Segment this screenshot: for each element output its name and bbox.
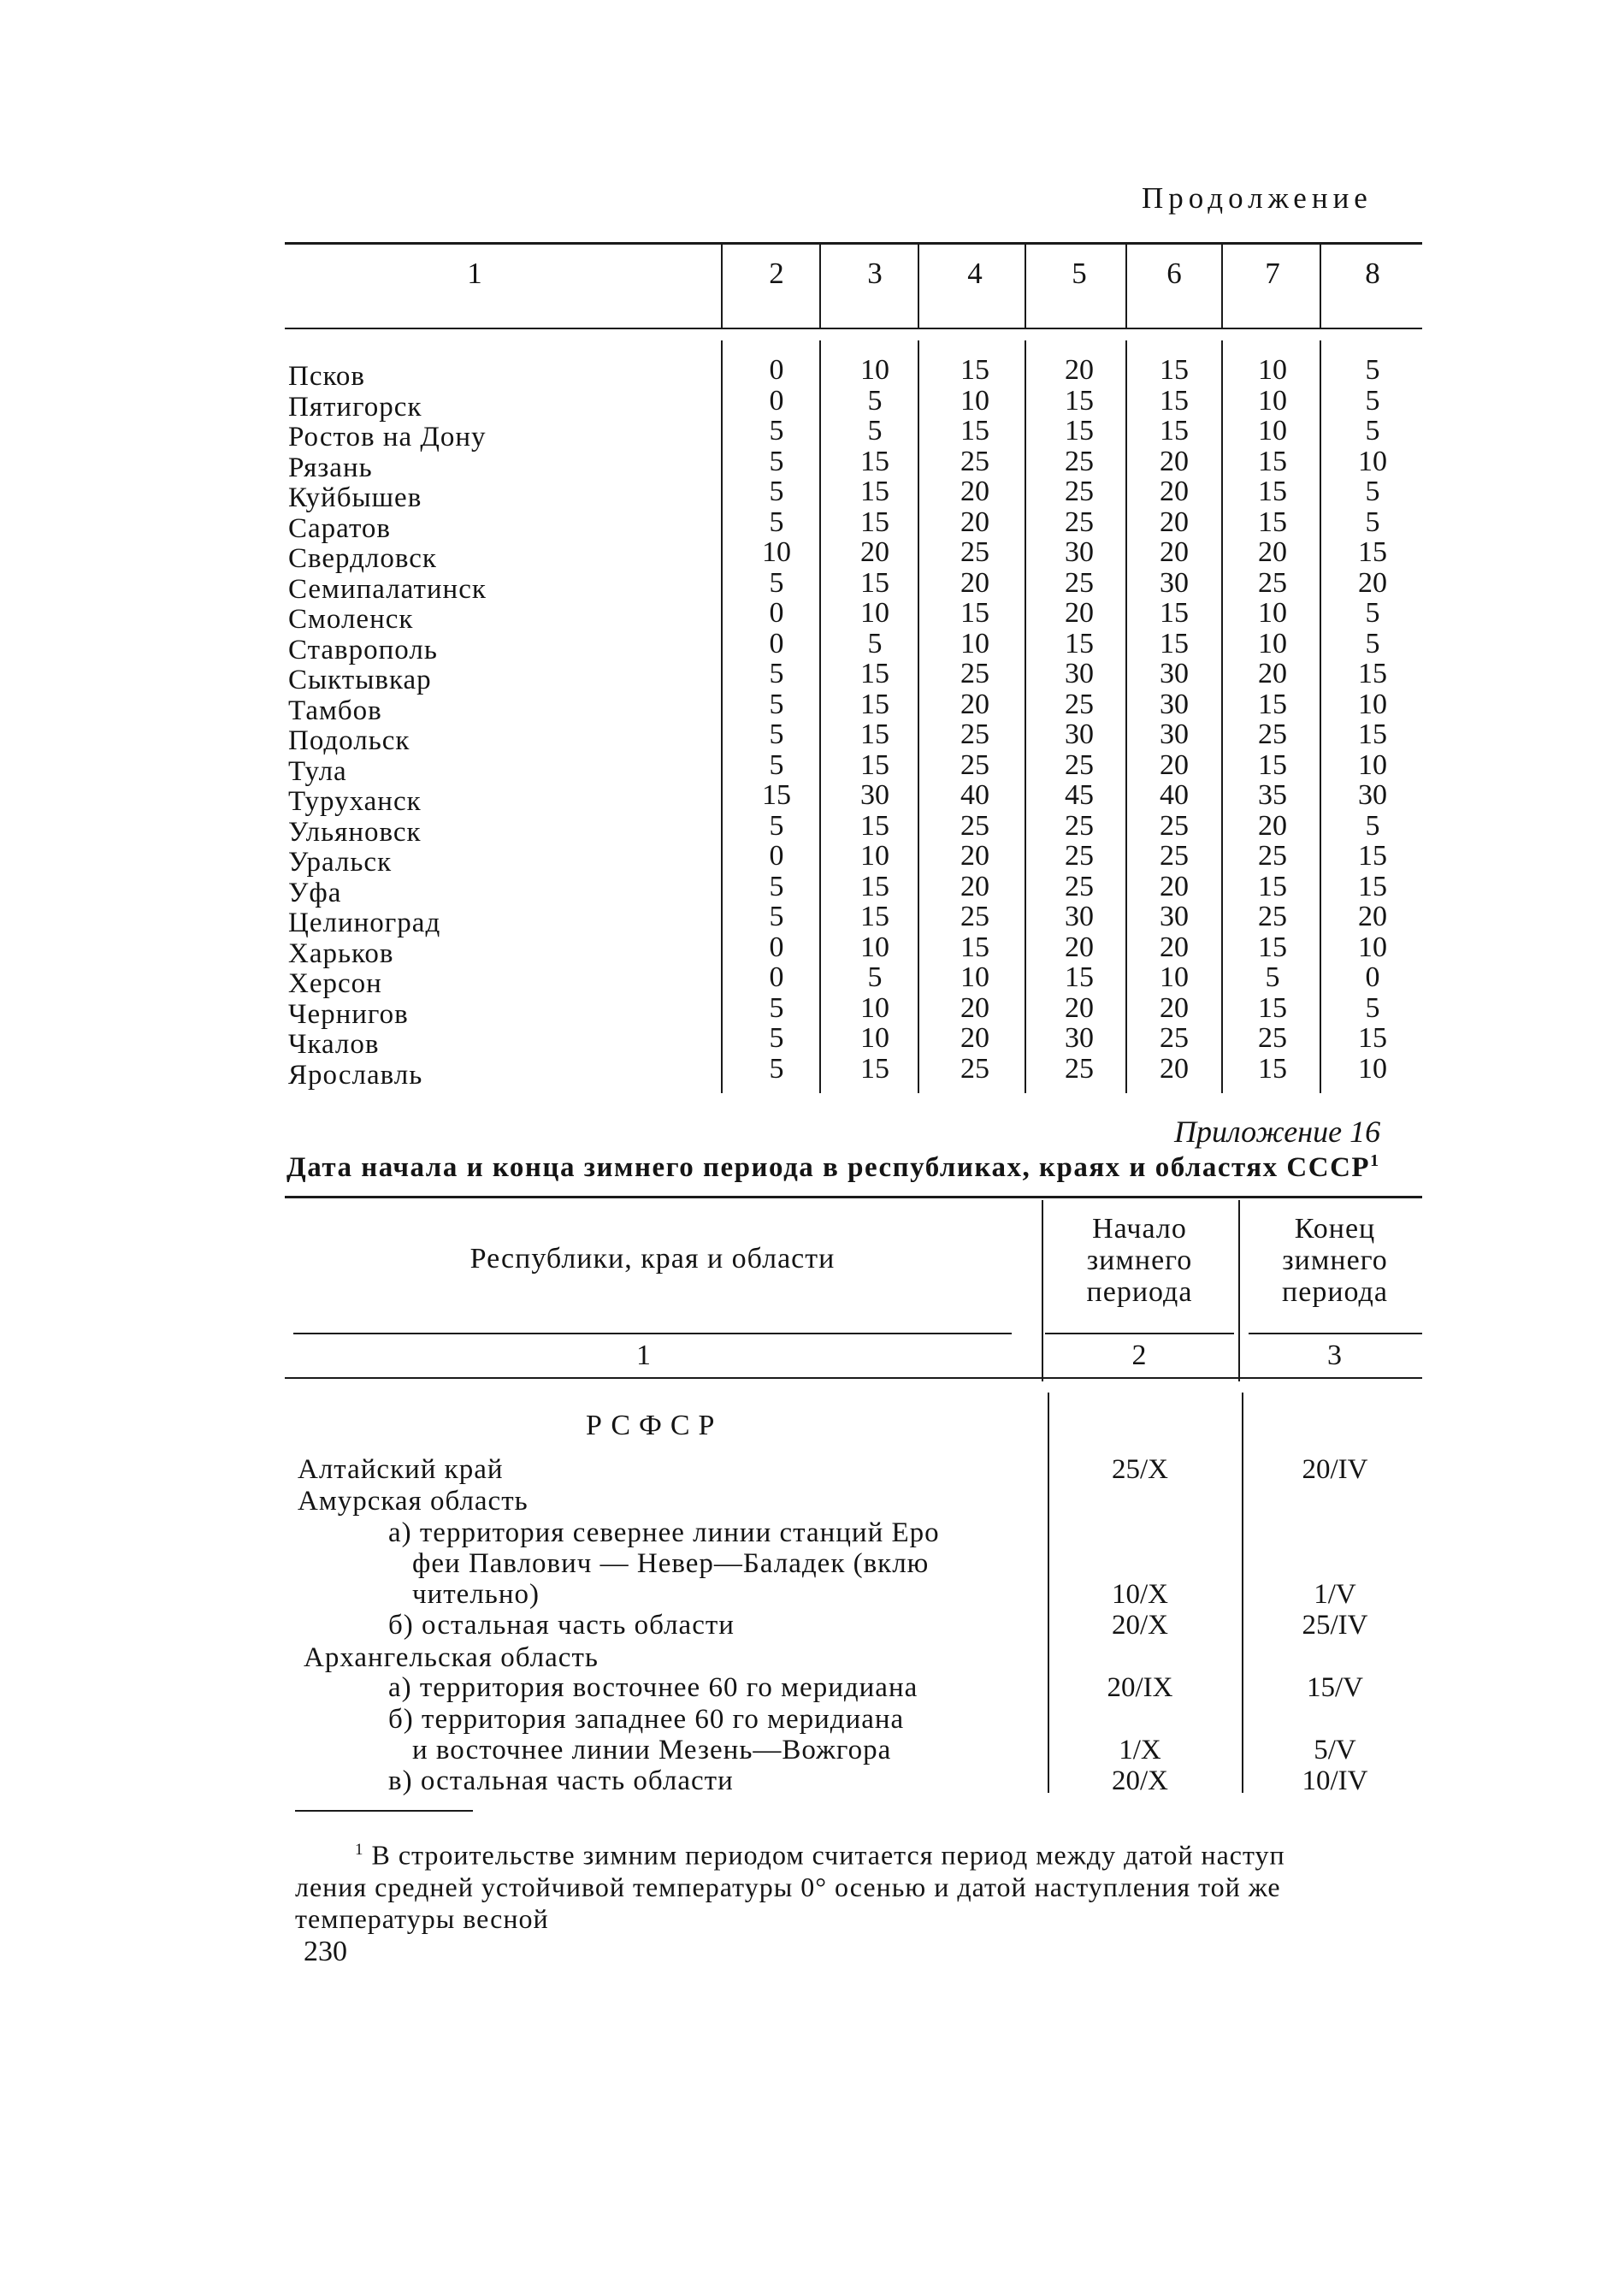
- table1-cell: 20: [960, 476, 989, 507]
- table1-cell: 5: [769, 901, 784, 932]
- table1-cell: 5: [769, 870, 784, 902]
- table1-cell: 25: [1065, 809, 1094, 842]
- table2-header-start: [1045, 1213, 1234, 1308]
- region-line: Архангельская область: [304, 1642, 599, 1673]
- table1-cell: 20: [1065, 597, 1094, 629]
- table1-cell: 15: [1258, 688, 1287, 720]
- city-name: Подольск: [288, 725, 410, 756]
- winter-start-date: 25/X: [1112, 1454, 1168, 1485]
- winter-end-date: 25/IV: [1302, 1610, 1368, 1641]
- table1-cell: 5: [867, 415, 883, 447]
- table1-cell: 10: [1358, 445, 1387, 477]
- table1-header-rule: [285, 328, 1422, 329]
- table1-cell: 15: [1258, 445, 1287, 477]
- table1-cell: 15: [1160, 415, 1189, 447]
- winter-start-date: 20/X: [1112, 1765, 1168, 1796]
- table1-cell: 40: [1160, 779, 1189, 811]
- table1-body-vline: [1125, 340, 1127, 1093]
- table1-top-rule: [285, 242, 1422, 245]
- table1-cell: 15: [1358, 536, 1387, 568]
- table1-cell: 25: [960, 748, 989, 781]
- table1-cell: 20: [1160, 445, 1189, 477]
- table1-cell: 10: [960, 627, 989, 659]
- table1-cell: 15: [1358, 658, 1387, 689]
- table1-cell: 0: [769, 354, 784, 386]
- table1-col-header-5: 5: [1072, 257, 1087, 290]
- table1-cell: 10: [860, 354, 889, 386]
- table1-cell: 30: [1160, 688, 1189, 720]
- table1-cell: 15: [1160, 384, 1189, 417]
- table1-cell: 20: [1258, 658, 1287, 689]
- table2-vline-4: [1242, 1393, 1243, 1793]
- city-name: Ростов на Дону: [288, 422, 487, 452]
- winter-start-date: 10/X: [1112, 1579, 1168, 1610]
- table1-cell: 15: [1258, 506, 1287, 538]
- region-line: а) территория севернее линии станций Еро: [388, 1517, 940, 1548]
- table1-cell: 10: [1258, 627, 1287, 659]
- table1-col-header-3: 3: [867, 257, 883, 290]
- table1-cell: 25: [1065, 748, 1094, 781]
- table1-cell: 25: [960, 809, 989, 842]
- table1-cell: 15: [762, 779, 791, 811]
- header-end-line1: Конец: [1294, 1213, 1376, 1245]
- table1-cell: 15: [1160, 627, 1189, 659]
- table1-cell: 10: [1258, 384, 1287, 417]
- table1-cell: 10: [860, 991, 889, 1024]
- city-name: Харьков: [288, 937, 394, 969]
- winter-end-date: 10/IV: [1302, 1765, 1368, 1796]
- table1-cell: 15: [1258, 748, 1287, 781]
- table1-cell: 30: [1160, 719, 1189, 750]
- table1-cell: 15: [860, 476, 889, 507]
- table1-cell: 15: [960, 415, 989, 447]
- table1-cell: 15: [1358, 1022, 1387, 1054]
- table1-cell: 15: [860, 658, 889, 689]
- table1-cell: 20: [960, 1022, 989, 1054]
- table1-body-vline: [721, 340, 723, 1093]
- city-name: Тула: [288, 755, 347, 787]
- winter-start-date: 20/IX: [1107, 1672, 1173, 1703]
- table1-cell: 10: [960, 961, 989, 993]
- table1-cell: 0: [769, 961, 784, 993]
- region-line: б) территория западнее 60 го меридиана: [388, 1704, 905, 1735]
- table1-cell: 5: [1365, 809, 1380, 842]
- table2-col-number-1: 1: [636, 1340, 652, 1371]
- table1-col-header-8: 8: [1365, 257, 1380, 290]
- table1-cell: 25: [960, 445, 989, 477]
- table1-cell: 15: [960, 597, 989, 629]
- table1-header-vline: [1025, 245, 1026, 328]
- table1-cell: 15: [1160, 354, 1189, 386]
- city-name: Туруханск: [288, 786, 422, 817]
- appendix-label: Приложение 16: [1174, 1115, 1381, 1149]
- table1-cell: 20: [1160, 748, 1189, 781]
- table1-cell: 15: [860, 901, 889, 932]
- table1-cell: 25: [1065, 566, 1094, 599]
- table1-cell: 10: [860, 840, 889, 872]
- table1-cell: 15: [1065, 961, 1094, 993]
- region-line: в) остальная часть области: [388, 1765, 734, 1796]
- table1-cell: 25: [1258, 1022, 1287, 1054]
- table1-cell: 25: [1258, 901, 1287, 932]
- table1-cell: 5: [1265, 961, 1280, 993]
- table1-header-vline: [819, 245, 821, 328]
- footnote-rule: [295, 1810, 473, 1812]
- footnote-text-1: В строительстве зимним периодом считается период между датой наступ: [371, 1839, 1285, 1871]
- winter-end-date: 5/V: [1314, 1735, 1356, 1765]
- table1-cell: 5: [1365, 415, 1380, 447]
- table1-cell: 20: [1160, 991, 1189, 1024]
- table1-cell: 20: [1160, 506, 1189, 538]
- table1-cell: 5: [1365, 597, 1380, 629]
- region-line: Амурская область: [298, 1486, 529, 1517]
- table1-body-vline: [1320, 340, 1321, 1093]
- table1-cell: 15: [1358, 719, 1387, 750]
- table1-cell: 5: [769, 688, 784, 720]
- table1-header-vline: [1320, 245, 1321, 328]
- header-start-line1: Начало: [1092, 1213, 1187, 1245]
- table1-cell: 10: [1258, 597, 1287, 629]
- table1-cell: 0: [769, 384, 784, 417]
- table2-header-rule-b: [1045, 1333, 1234, 1334]
- table1-cell: 5: [867, 627, 883, 659]
- table2-header-rule-a: [293, 1333, 1012, 1334]
- winter-start-date: 20/X: [1112, 1610, 1168, 1641]
- table1-cell: 25: [960, 658, 989, 689]
- table1-cell: 30: [1358, 779, 1387, 811]
- table1-cell: 30: [1065, 536, 1094, 568]
- table1-cell: 15: [860, 566, 889, 599]
- winter-end-date: 20/IV: [1302, 1454, 1368, 1485]
- table1-cell: 10: [1258, 415, 1287, 447]
- table2-vline-2: [1238, 1200, 1240, 1381]
- table1-cell: 5: [769, 658, 784, 689]
- city-name: Чернигов: [288, 998, 409, 1030]
- table1-cell: 15: [960, 931, 989, 963]
- table1-cell: 5: [1365, 354, 1380, 386]
- table1-cell: 0: [769, 931, 784, 963]
- winter-end-date: 1/V: [1314, 1579, 1356, 1610]
- city-name: Ставрополь: [288, 634, 438, 665]
- table1-cell: 5: [1365, 506, 1380, 538]
- table1-cell: 25: [960, 901, 989, 932]
- table1-col-header-7: 7: [1265, 257, 1280, 290]
- table1-cell: 5: [769, 1022, 784, 1054]
- table1-cell: 20: [960, 506, 989, 538]
- table2-top-rule: [285, 1196, 1422, 1198]
- table1-cell: 45: [1065, 779, 1094, 811]
- table1-cell: 15: [1358, 840, 1387, 872]
- table1-cell: 20: [1160, 1052, 1189, 1085]
- table2-header-end: [1245, 1213, 1425, 1308]
- table1-cell: 10: [1358, 1052, 1387, 1085]
- table1-cell: 20: [1160, 476, 1189, 507]
- table1-cell: 15: [1065, 384, 1094, 417]
- table1-cell: 0: [1365, 961, 1380, 993]
- region-line: и восточнее линии Мезень—Вожгора: [412, 1735, 892, 1765]
- table1-cell: 15: [1258, 1052, 1287, 1085]
- table1-col-header-1: 1: [467, 257, 482, 290]
- table1-cell: 20: [1358, 566, 1387, 599]
- footnote-line-3: температуры весной: [295, 1902, 549, 1934]
- table1-cell: 20: [960, 870, 989, 902]
- header-start-line2: зимнего: [1086, 1245, 1193, 1276]
- city-name: Рязань: [288, 452, 373, 483]
- table1-cell: 10: [1358, 748, 1387, 781]
- footnote-line-2: ления средней устойчивой температуры 0° осенью и датой наступления той же: [295, 1871, 1281, 1902]
- table1-cell: 15: [1358, 870, 1387, 902]
- table1-cell: 30: [1065, 658, 1094, 689]
- table1-cell: 25: [1065, 1052, 1094, 1085]
- table1-cell: 5: [769, 748, 784, 781]
- city-name: Свердловск: [288, 543, 437, 574]
- table1-cell: 25: [960, 1052, 989, 1085]
- header-start-line3: периода: [1086, 1276, 1193, 1308]
- city-name: Уфа: [288, 877, 342, 908]
- table1-header-vline: [1125, 245, 1127, 328]
- table1-cell: 20: [860, 536, 889, 568]
- table1-body-vline: [819, 340, 821, 1093]
- table1-cell: 20: [960, 840, 989, 872]
- city-name: Чкалов: [288, 1029, 380, 1060]
- table1-cell: 10: [860, 597, 889, 629]
- table1-cell: 20: [1160, 931, 1189, 963]
- table1-cell: 40: [960, 779, 989, 811]
- table1-cell: 10: [860, 931, 889, 963]
- city-name: Смоленск: [288, 604, 414, 635]
- table1-cell: 15: [1065, 627, 1094, 659]
- table1-cell: 15: [860, 506, 889, 538]
- table1-cell: 10: [1358, 931, 1387, 963]
- table1-cell: 10: [1258, 354, 1287, 386]
- table1-cell: 10: [960, 384, 989, 417]
- table1-cell: 15: [960, 354, 989, 386]
- table1-cell: 20: [960, 688, 989, 720]
- table1-cell: 5: [867, 384, 883, 417]
- city-name: Семипалатинск: [288, 573, 487, 605]
- appendix-caption-text: Дата начала и конца зимнего периода в республиках, краях и областях СССР: [286, 1152, 1371, 1183]
- table1-cell: 20: [1065, 931, 1094, 963]
- table1-cell: 25: [1160, 1022, 1189, 1054]
- table1-cell: 30: [860, 779, 889, 811]
- continuation-label: Продолжение: [1142, 181, 1373, 215]
- table1-cell: 25: [1160, 840, 1189, 872]
- table1-cell: 20: [1160, 536, 1189, 568]
- table1-cell: 5: [1365, 991, 1380, 1024]
- table1-body-vline: [918, 340, 919, 1093]
- city-name: Целиноград: [288, 908, 441, 938]
- table1-cell: 0: [769, 627, 784, 659]
- region-line: а) территория восточнее 60 го меридиана: [388, 1672, 918, 1703]
- table1-cell: 20: [1258, 536, 1287, 568]
- table1-cell: 15: [860, 445, 889, 477]
- table1-header-vline: [721, 245, 723, 328]
- region-line: Алтайский край: [298, 1454, 504, 1485]
- table1-cell: 5: [769, 809, 784, 842]
- table1-cell: 20: [1160, 870, 1189, 902]
- table1-cell: 25: [1065, 445, 1094, 477]
- region-line: б) остальная часть области: [388, 1610, 735, 1641]
- table1-cell: 30: [1065, 1022, 1094, 1054]
- table1-cell: 30: [1160, 901, 1189, 932]
- table1-cell: 20: [1065, 354, 1094, 386]
- city-name: Куйбышев: [288, 482, 422, 513]
- table1-col-header-4: 4: [967, 257, 983, 290]
- table1-cell: 30: [1160, 566, 1189, 599]
- table1-body-vline: [1221, 340, 1223, 1093]
- table1-cell: 15: [860, 719, 889, 750]
- city-name: Уральск: [288, 847, 393, 878]
- table1-cell: 15: [1258, 870, 1287, 902]
- caption-footnote-mark: 1: [1370, 1151, 1380, 1170]
- footnote-mark: 1: [355, 1841, 364, 1859]
- city-name: Сыктывкар: [288, 665, 432, 695]
- table1-cell: 5: [867, 961, 883, 993]
- table2-col-number-2: 2: [1131, 1340, 1148, 1371]
- table2-header-rule-c: [1249, 1333, 1422, 1334]
- table1-cell: 20: [1065, 991, 1094, 1024]
- city-name: Херсон: [288, 968, 382, 999]
- table1-cell: 25: [1258, 719, 1287, 750]
- table1-cell: 5: [1365, 627, 1380, 659]
- table1-cell: 25: [1258, 840, 1287, 872]
- header-end-line3: периода: [1282, 1276, 1388, 1308]
- table2-vline-1: [1042, 1200, 1043, 1381]
- table1-cell: 15: [1065, 415, 1094, 447]
- region-line: феи Павлович — Невер—Баладек (вклю: [412, 1548, 930, 1579]
- table2-header-regions: Республики, края и области: [469, 1243, 836, 1274]
- city-name: Саратов: [288, 512, 392, 544]
- table1-cell: 5: [1365, 476, 1380, 507]
- table1-cell: 15: [1258, 991, 1287, 1024]
- winter-end-date: 15/V: [1307, 1672, 1363, 1703]
- city-name: Тамбов: [288, 695, 382, 726]
- table1-cell: 25: [1160, 809, 1189, 842]
- city-name: Ярославль: [288, 1059, 423, 1091]
- table1-cell: 15: [860, 870, 889, 902]
- table1-body-vline: [1025, 340, 1026, 1093]
- table1-cell: 10: [1358, 688, 1387, 720]
- table2-col-number-3: 3: [1327, 1340, 1343, 1371]
- table1-cell: 25: [1258, 566, 1287, 599]
- city-name: Псков: [288, 361, 365, 392]
- table1-col-header-6: 6: [1166, 257, 1182, 290]
- appendix-caption: [286, 1151, 1380, 1184]
- table1-cell: 30: [1065, 901, 1094, 932]
- table1-cell: 15: [1160, 597, 1189, 629]
- table1-cell: 5: [769, 445, 784, 477]
- winter-start-date: 1/X: [1119, 1735, 1161, 1765]
- table1-header-vline: [918, 245, 919, 328]
- table1-cell: 35: [1258, 779, 1287, 811]
- footnote: [295, 1834, 1285, 1935]
- footnote-line-1: [295, 1834, 1285, 1872]
- table1-cell: 15: [1258, 931, 1287, 963]
- table1-cell: 15: [1258, 476, 1287, 507]
- table1-cell: 5: [769, 506, 784, 538]
- region-line: чительно): [412, 1579, 540, 1610]
- table1-cell: 5: [1365, 384, 1380, 417]
- table1-cell: 15: [860, 809, 889, 842]
- table1-cell: 30: [1160, 658, 1189, 689]
- table1-cell: 15: [860, 688, 889, 720]
- table1-cell: 25: [1065, 840, 1094, 872]
- table1-cell: 15: [860, 1052, 889, 1085]
- table1-cell: 20: [960, 566, 989, 599]
- table1-cell: 25: [1065, 870, 1094, 902]
- table1-cell: 5: [769, 415, 784, 447]
- table1-cell: 30: [1065, 719, 1094, 750]
- table1-cell: 5: [769, 991, 784, 1024]
- table1-cell: 20: [1358, 901, 1387, 932]
- table1-cell: 25: [1065, 476, 1094, 507]
- city-name: Ульяновск: [288, 816, 422, 848]
- table1-col-header-2: 2: [769, 257, 784, 290]
- table1-header-vline: [1221, 245, 1223, 328]
- city-name: Пятигорск: [288, 391, 422, 423]
- table1-cell: 20: [960, 991, 989, 1024]
- section-title-rsfsr: РСФСР: [586, 1410, 723, 1441]
- table1-cell: 25: [1065, 688, 1094, 720]
- table1-cell: 25: [1065, 506, 1094, 538]
- table1-cell: 5: [769, 1052, 784, 1085]
- table1-cell: 25: [960, 719, 989, 750]
- table1-cell: 25: [960, 536, 989, 568]
- table1-cell: 10: [860, 1022, 889, 1054]
- table1-cell: 20: [1258, 809, 1287, 842]
- table2-vline-3: [1048, 1393, 1049, 1793]
- table1-cell: 10: [762, 536, 791, 568]
- table1-cell: 5: [769, 566, 784, 599]
- table1-cell: 0: [769, 597, 784, 629]
- page-number: 230: [304, 1936, 347, 1967]
- table1-cell: 15: [860, 748, 889, 781]
- table2-number-rule: [285, 1377, 1422, 1379]
- table1-cell: 10: [1160, 961, 1189, 993]
- table1-cell: 5: [769, 719, 784, 750]
- header-end-line2: зимнего: [1282, 1245, 1388, 1276]
- table1-cell: 0: [769, 840, 784, 872]
- table1-cell: 5: [769, 476, 784, 507]
